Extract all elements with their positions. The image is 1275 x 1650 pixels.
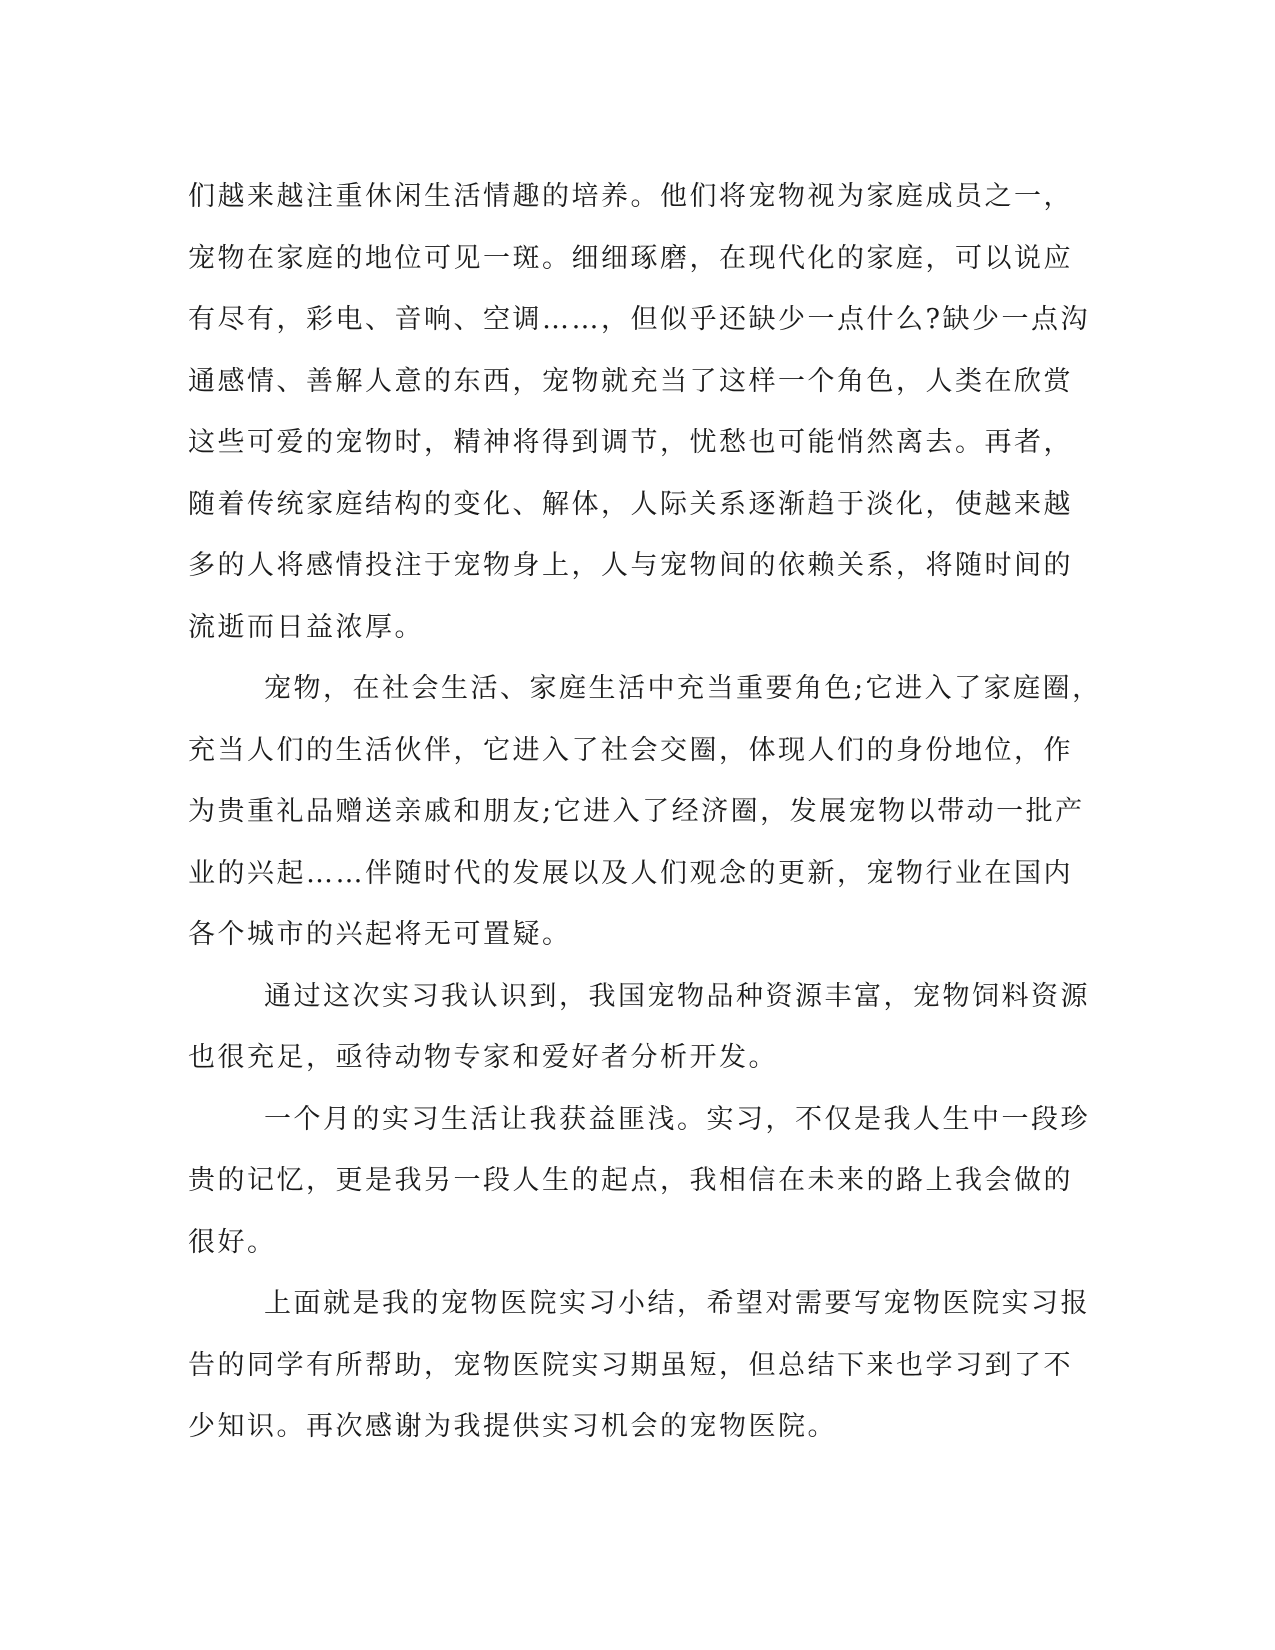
text-line: 少知识。再次感谢为我提供实习机会的宠物医院。: [188, 1411, 837, 1442]
text-line: 流逝而日益浓厚。: [188, 611, 424, 643]
text-line: 很好。: [188, 1226, 277, 1258]
text-line: 为贵重礼品赠送亲戚和朋友;它进入了经济圈，发展宠物以带动一批产: [188, 796, 1085, 827]
text-line: 随着传统家庭结构的变化、解体，人际关系逐渐趋于淡化，使越来越: [188, 488, 1073, 520]
text-line: 也很充足，亟待动物专家和爱好者分析开发。: [188, 1042, 778, 1073]
text-line: 通感情、善解人意的东西，宠物就充当了这样一个角色，人类在欣赏: [188, 365, 1073, 397]
text-line: 宠物在家庭的地位可见一斑。细细琢磨，在现代化的家庭，可以说应: [188, 242, 1073, 274]
text-line: 贵的记忆，更是我另一段人生的起点，我相信在未来的路上我会做的: [188, 1165, 1073, 1196]
text-line: 充当人们的生活伙伴，它进入了社会交圈，体现人们的身份地位，作: [188, 734, 1073, 766]
paragraph-start-line: 一个月的实习生活让我获益匪浅。实习，不仅是我人生中一段珍: [264, 1103, 1090, 1135]
text-line: 这些可爱的宠物时，精神将得到调节，忧愁也可能悄然离去。再者，: [188, 427, 1073, 458]
paragraph-start-line: 宠物，在社会生活、家庭生活中充当重要角色;它进入了家庭圈，: [264, 673, 1102, 704]
text-line: 告的同学有所帮助，宠物医院实习期虽短，但总结下来也学习到了不: [188, 1349, 1073, 1381]
paragraph-start-line: 通过这次实习我认识到，我国宠物品种资源丰富，宠物饲料资源: [264, 980, 1090, 1012]
paragraph-start-line: 上面就是我的宠物医院实习小结，希望对需要写宠物医院实习报: [264, 1288, 1090, 1319]
text-line: 多的人将感情投注于宠物身上，人与宠物间的依赖关系，将随时间的: [188, 550, 1073, 581]
text-line: 业的兴起……伴随时代的发展以及人们观念的更新，宠物行业在国内: [188, 857, 1073, 889]
text-line: 们越来越注重休闲生活情趣的培养。他们将宠物视为家庭成员之一，: [188, 181, 1073, 212]
text-line: 有尽有，彩电、音响、空调……，但似乎还缺少一点什么?缺少一点沟: [188, 304, 1090, 335]
text-line: 各个城市的兴起将无可置疑。: [188, 919, 572, 950]
document-body: [188, 166, 1102, 1458]
